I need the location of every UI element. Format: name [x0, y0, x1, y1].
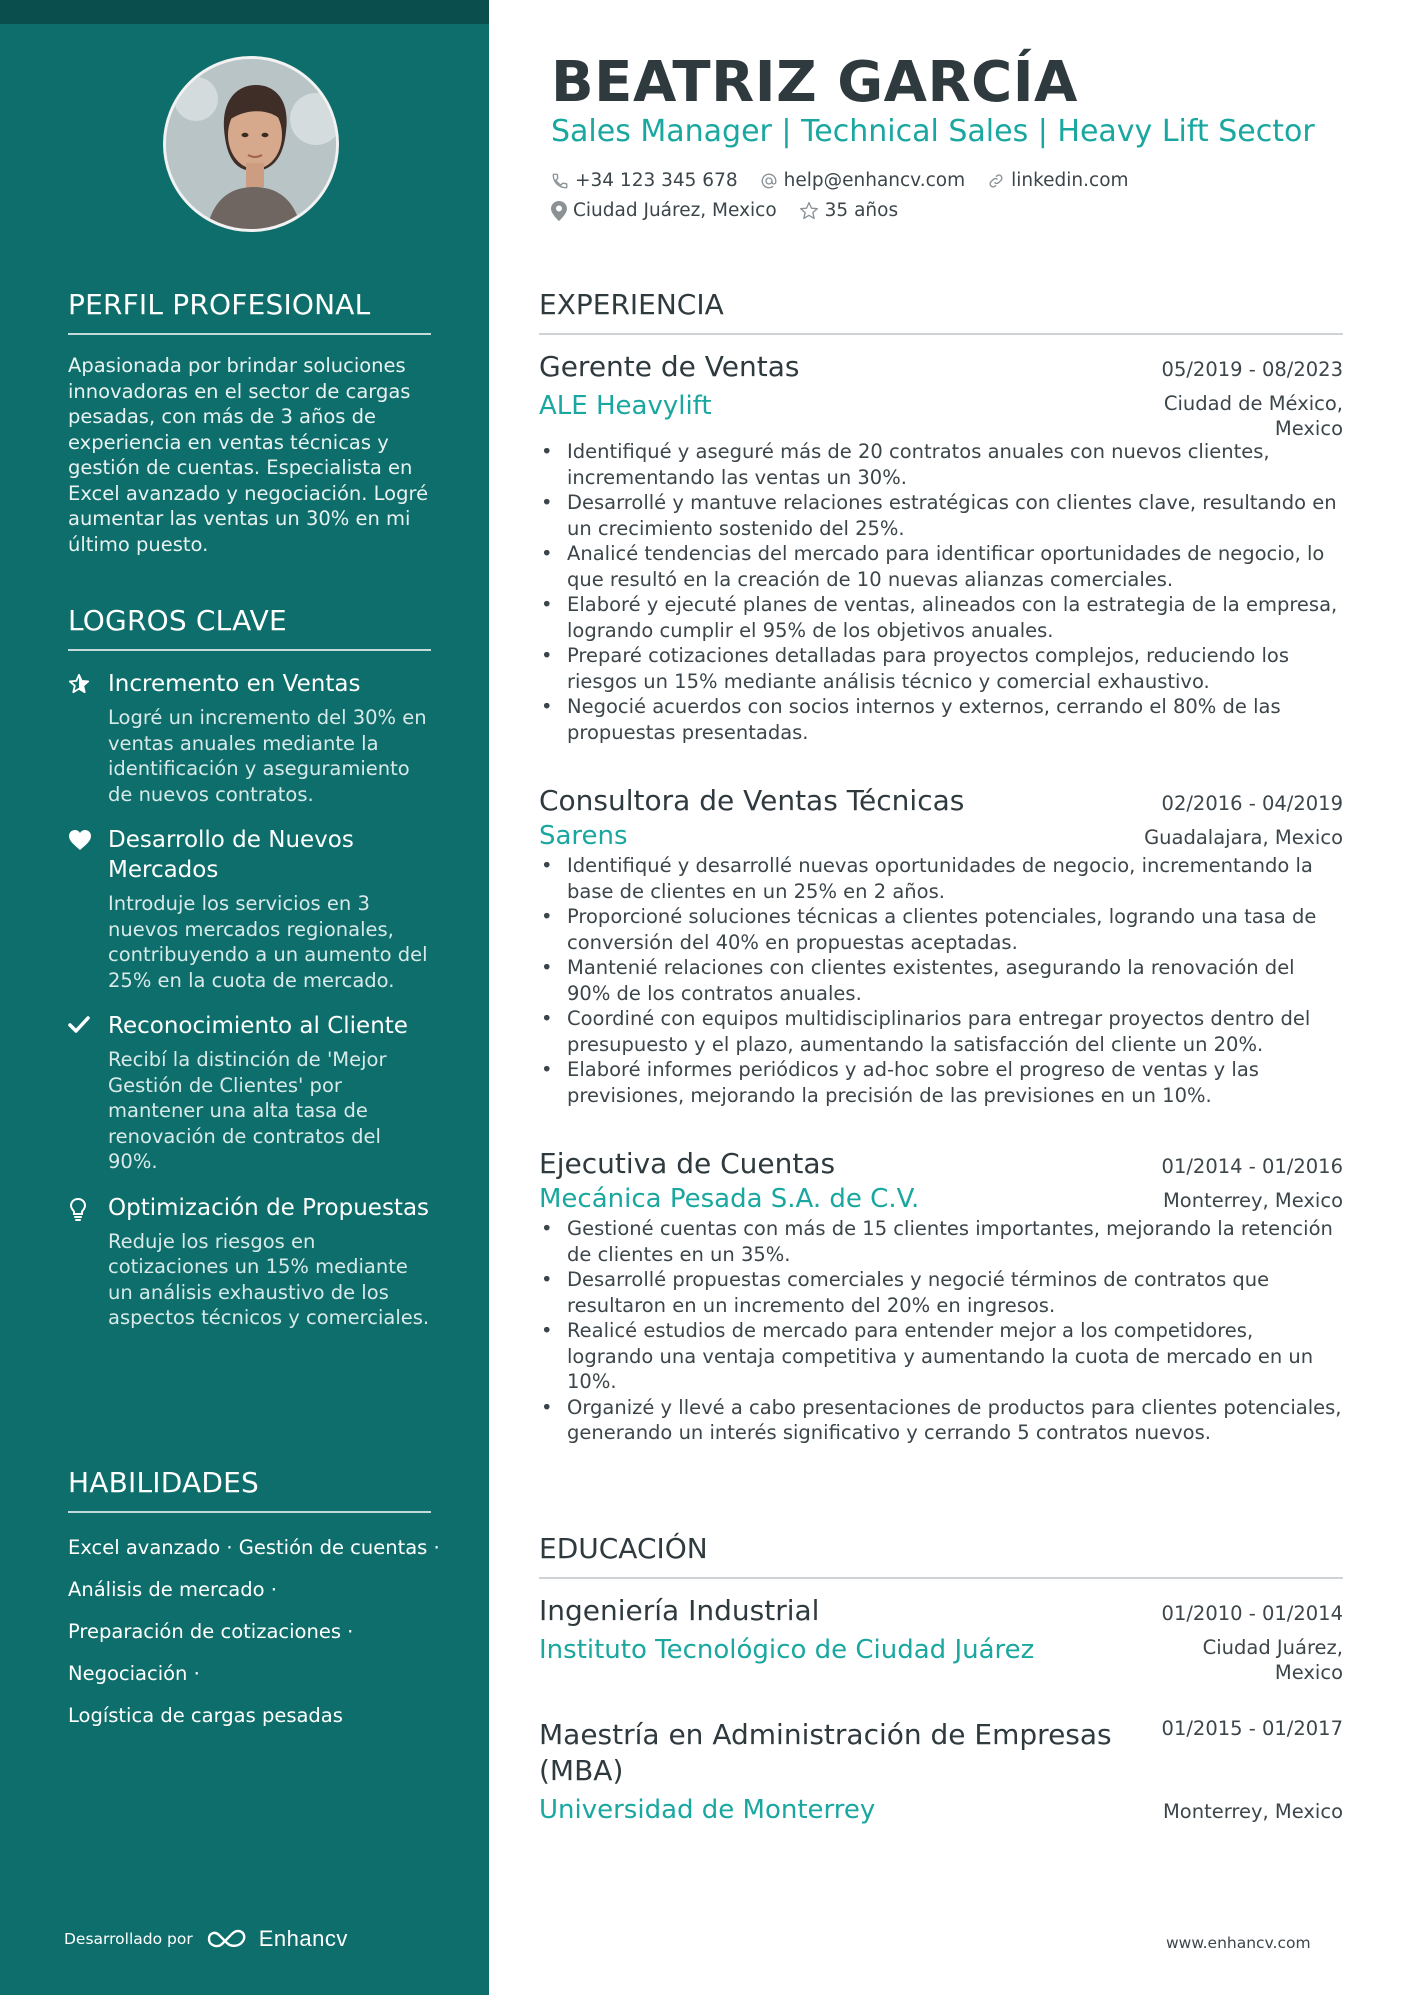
skill-item: Gestión de cuentas ·: [238, 1536, 440, 1559]
degree-title: Ingeniería Industrial: [539, 1594, 820, 1627]
company-name: ALE Heavylift: [539, 391, 712, 421]
job-location-line: Mexico: [1274, 417, 1343, 440]
sidebar: [0, 0, 489, 1995]
skill-item: Análisis de mercado ·: [68, 1578, 277, 1601]
achievements-section: [68, 604, 431, 1331]
achievement-title: Reconocimiento al Cliente: [108, 1013, 408, 1039]
job-bullet: • Identifiqué y desarrollé nuevas oportunidades de negocio, incrementando la base de clientes en un 25% en 2 años.: [539, 853, 1343, 904]
phone-contact: [551, 170, 738, 191]
skill-item: Excel avanzado ·: [68, 1536, 233, 1559]
company-name: Sarens: [539, 821, 628, 851]
star-half-icon: [68, 669, 108, 807]
achievement-desc: Recibí la distinción de 'Mejor Gestión de Clientes' por mantener una alta tasa de renovación de contratos del 90%.: [108, 1048, 387, 1173]
powered-by: [64, 1926, 348, 1952]
job-dates: 01/2014 - 01/2016: [1161, 1155, 1343, 1178]
education-location: Monterrey, Mexico: [1162, 1800, 1343, 1823]
degree-title: Maestría en Administración de Empresas (MBA): [539, 1718, 1112, 1787]
job-location: Guadalajara, Mexico: [1144, 826, 1343, 849]
contact-row-1: [551, 170, 1151, 191]
job-bullet: • Realicé estudios de mercado para entender mejor a los competidores, logrando una ventaja competitiva y aumentando la cuota de mercado en un 10%.: [539, 1318, 1343, 1395]
skill-line: [68, 1695, 431, 1737]
job-location: Monterrey, Mexico: [1162, 1189, 1343, 1212]
job-bullet: • Identifiqué y aseguré más de 20 contratos anuales con nuevos clientes, incrementando las ventas un 30%.: [539, 439, 1343, 490]
skills-list: [68, 1527, 440, 1737]
skill-line: [68, 1611, 431, 1653]
phone-icon: [551, 172, 569, 190]
lightbulb-icon: [68, 1193, 108, 1331]
skill-item: Preparación de cotizaciones ·: [68, 1620, 354, 1643]
job-bullets: [539, 439, 1343, 745]
website-footer[interactable]: www.enhancv.com: [1166, 1934, 1311, 1952]
school-name: Universidad de Monterrey: [539, 1795, 876, 1825]
education-heading: EDUCACIÓN: [539, 1532, 1343, 1579]
achievement-item: [68, 1011, 431, 1175]
skill-item: Logística de cargas pesadas: [68, 1704, 343, 1727]
achievements-heading: LOGROS CLAVE: [68, 604, 431, 651]
achievement-desc: Logré un incremento del 30% en ventas anuales mediante la identificación y aseguramiento de nuevos contratos.: [108, 706, 427, 806]
education-dates: 01/2010 - 01/2014: [1161, 1602, 1343, 1625]
at-icon: [760, 172, 778, 190]
school-name: Instituto Tecnológico de Ciudad Juárez: [539, 1635, 1035, 1665]
job-bullet: • Desarrollé y mantuve relaciones estratégicas con clientes clave, resultando en un crecimiento sostenido del 25%.: [539, 490, 1343, 541]
job-dates: 02/2016 - 04/2019: [1161, 792, 1343, 815]
experience-heading: EXPERIENCIA: [539, 288, 1343, 335]
education-entry: [539, 1717, 1343, 1825]
profile-heading: PERFIL PROFESIONAL: [68, 288, 431, 335]
job-dates: 05/2019 - 08/2023: [1161, 358, 1343, 381]
job-bullet: • Organizé y llevé a cabo presentaciones de productos para clientes potenciales, generando un interés significativo y cerrando 5 contratos nuevos.: [539, 1395, 1343, 1446]
skill-item: Negociación ·: [68, 1662, 200, 1685]
achievement-item: [68, 669, 431, 807]
job-bullet: • Elaboré informes periódicos y ad-hoc sobre el progreso de ventas y las previsiones, mejorando la precisión de las previsiones en un 10%.: [539, 1057, 1343, 1108]
phone-text: +34 123 345 678: [575, 170, 738, 191]
company-name: Mecánica Pesada S.A. de C.V.: [539, 1184, 920, 1214]
linkedin-text[interactable]: linkedin.com: [1011, 170, 1129, 191]
education-dates: 01/2015 - 01/2017: [1161, 1717, 1343, 1740]
location-pin-icon: [551, 201, 567, 221]
sidebar-top-bar: [0, 0, 489, 24]
linkedin-contact[interactable]: [987, 170, 1128, 191]
job-bullet: • Elaboré y ejecuté planes de ventas, alineados con la estrategia de la empresa, logrando cumplir el 95% de los objetivos anuales.: [539, 592, 1343, 643]
job-location: [1164, 391, 1343, 441]
check-icon: [68, 1011, 108, 1175]
job-bullet: • Proporcioné soluciones técnicas a clientes potenciales, logrando una tasa de conversión del 40% en propuestas aceptadas.: [539, 904, 1343, 955]
location-contact: [551, 200, 777, 221]
achievement-desc: Introduje los servicios en 3 nuevos mercados regionales, contribuyendo a un aumento del 25% en la cuota de mercado.: [108, 892, 428, 992]
education-location: [1203, 1635, 1343, 1685]
avatar: [163, 56, 339, 232]
skill-line: [68, 1527, 440, 1569]
skill-line: [68, 1653, 431, 1695]
profile-text: Apasionada por brindar soluciones innovadoras en el sector de cargas pesadas, con más de 3 años de experiencia en ventas técnicas y gestión de cuentas. Especialista en Excel avanzado y negociación. Logré aumentar las ventas un 30% en mi último puesto.: [68, 354, 429, 556]
location-text: Ciudad Juárez, Mexico: [573, 200, 777, 221]
heart-icon: [68, 825, 108, 993]
job-bullet: • Preparé cotizaciones detalladas para proyectos complejos, reduciendo los riesgos un 15% mediante análisis técnico y comercial exhaustivo.: [539, 643, 1343, 694]
skills-section: [68, 1466, 440, 1737]
candidate-subtitle: Sales Manager | Technical Sales | Heavy Lift Sector: [551, 114, 1315, 149]
job-bullet: • Mantenié relaciones con clientes existentes, asegurando la renovación del 90% de los contratos anuales.: [539, 955, 1343, 1006]
enhancv-brand: Enhancv: [258, 1926, 348, 1951]
achievement-title: Desarrollo de Nuevos Mercados: [108, 827, 354, 883]
job-entry: [539, 784, 1343, 1108]
email-contact[interactable]: [760, 170, 965, 191]
job-bullets: [539, 1216, 1343, 1446]
enhancv-logo-icon: [205, 1928, 249, 1950]
powered-by-label: Desarrollado por: [64, 1930, 193, 1948]
email-text[interactable]: help@enhancv.com: [783, 170, 966, 191]
skill-line: [68, 1569, 431, 1611]
job-entry: [539, 1147, 1343, 1446]
candidate-name: BEATRIZ GARCÍA: [551, 50, 1078, 115]
age-text: 35 años: [824, 200, 899, 221]
achievement-item: [68, 825, 431, 993]
skills-heading: HABILIDADES: [68, 1466, 431, 1513]
job-bullet: • Desarrollé propuestas comerciales y negocié términos de contratos que resultaron en un incremento del 20% en ingresos.: [539, 1267, 1343, 1318]
education-location-line: Mexico: [1274, 1661, 1343, 1684]
job-bullet: • Analicé tendencias del mercado para identificar oportunidades de negocio, lo que resultó en la creación de 10 nuevas alianzas comerciales.: [539, 541, 1343, 592]
achievement-title: Optimización de Propuestas: [108, 1194, 430, 1221]
job-bullet: • Coordiné con equipos multidisciplinarios para entregar proyectos dentro del presupuesto y el plazo, aumentando la satisfacción del cliente un 20%.: [539, 1006, 1343, 1057]
contact-row-2: [551, 200, 920, 221]
link-icon: [987, 172, 1005, 190]
job-title: Gerente de Ventas: [539, 350, 800, 383]
job-title: Ejecutiva de Cuentas: [539, 1147, 836, 1180]
job-title: Consultora de Ventas Técnicas: [539, 784, 965, 817]
job-location-line: Ciudad de México,: [1163, 392, 1343, 415]
job-entry: [539, 350, 1343, 745]
education-entry: [539, 1594, 1343, 1685]
education-location-line: Ciudad Juárez,: [1202, 1636, 1343, 1659]
job-bullet: • Negocié acuerdos con socios internos y externos, cerrando el 80% de las propuestas presentadas.: [539, 694, 1343, 745]
star-outline-icon: [799, 201, 819, 221]
achievement-item: [68, 1193, 431, 1331]
profile-section: [68, 288, 431, 557]
job-bullet: • Gestioné cuentas con más de 15 clientes importantes, mejorando la retención de clientes en un 35%.: [539, 1216, 1343, 1267]
achievement-title: Incremento en Ventas: [108, 671, 361, 697]
age-contact: [799, 200, 898, 221]
job-bullets: [539, 853, 1343, 1108]
achievement-desc: Reduje los riesgos en cotizaciones un 15% mediante un análisis exhaustivo de los aspectos técnicos y comerciales.: [108, 1229, 430, 1329]
